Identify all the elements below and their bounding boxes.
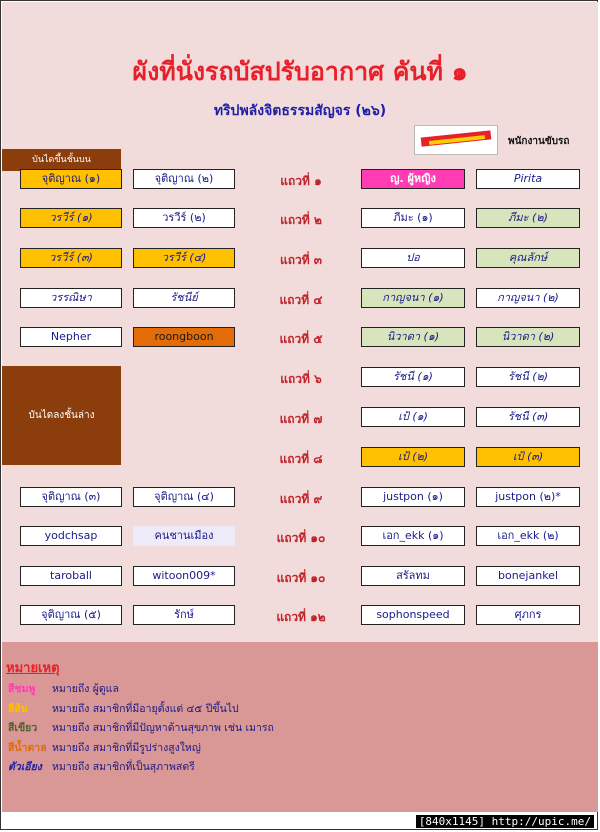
seat[interactable]: คนชานเมือง (133, 526, 235, 546)
upper-stairs: บันไดขึ้นชั้นบน (2, 149, 121, 171)
seat[interactable]: วรวีร์ (๔) (133, 248, 235, 268)
seat[interactable]: เป้ (๑) (361, 407, 465, 427)
legend-key: สีส้ม (8, 703, 28, 715)
seat[interactable]: สรัลทม (361, 566, 465, 586)
watermark: [840x1145] http://upic.me/ (416, 815, 594, 828)
row-label: แถวที่ ๓ (279, 253, 323, 267)
seat[interactable]: จุติญาณ (๒) (133, 169, 235, 189)
seat[interactable]: Nepher (20, 327, 122, 347)
legend-item (8, 680, 119, 697)
lower-stairs-label: บันไดลงชั้นล่าง (28, 410, 95, 421)
seat[interactable]: คุณลักษ์ (476, 248, 580, 268)
seat[interactable]: วรวีร์ (๑) (20, 208, 122, 228)
legend-desc: หมายถึง สมาชิกที่มีปัญหาด้านสุขภาพ เช่น เมารถ (52, 722, 274, 734)
seat[interactable]: justpon (๑) (361, 487, 465, 507)
seat[interactable]: จุติญาณ (๓) (20, 487, 122, 507)
seat[interactable]: วรวีร์ (๓) (20, 248, 122, 268)
legend-item (8, 739, 201, 756)
row-label: แถวที่ ๒ (280, 213, 322, 227)
seat[interactable]: witoon009* (133, 566, 235, 586)
page-title: ผังที่นั่งรถบัสปรับอากาศ คันที่ ๑ (132, 57, 468, 86)
seat[interactable]: เอก_ekk (๒) (476, 526, 580, 546)
seat[interactable]: เป้ (๒) (361, 447, 465, 467)
seat[interactable]: justpon (๒)* (476, 487, 580, 507)
legend-desc: หมายถึง สมาชิกที่มีรูปร่างสูงใหญ่ (52, 742, 201, 754)
row-label: แถวที่ ๕ (279, 332, 323, 346)
row-label: แถวที่ ๙ (279, 492, 323, 506)
tour-logo (414, 125, 498, 155)
seat[interactable]: กาญจนา (๒) (476, 288, 580, 308)
row-label: แถวที่ ๑๒ (276, 610, 326, 624)
seat[interactable]: จุติญาณ (๑) (20, 169, 122, 189)
legend-desc: หมายถึง สมาชิกที่เป็นสุภาพสตรี (52, 761, 195, 773)
seat[interactable]: ภีมะ (๑) (361, 208, 465, 228)
seat[interactable]: วรวีร์ (๒) (133, 208, 235, 228)
legend-desc: หมายถึง สมาชิกที่มีอายุตั้งแต่ ๔๕ ปีขึ้นไป (52, 703, 239, 715)
legend-item (8, 758, 195, 775)
legend-item (8, 719, 274, 736)
legend-key: ตัวเอียง (8, 761, 42, 773)
seat[interactable]: จุติญาณ (๕) (20, 605, 122, 625)
seat[interactable]: รัชนี (๑) (361, 367, 465, 387)
seat[interactable]: จุติญาณ (๔) (133, 487, 235, 507)
row-label: แถวที่ ๑ (280, 174, 322, 188)
seat[interactable]: เป้ (๓) (476, 447, 580, 467)
seat[interactable]: กาญจนา (๑) (361, 288, 465, 308)
seat[interactable]: ศุภกร (476, 605, 580, 625)
row-label: แถวที่ ๖ (280, 372, 322, 386)
seat[interactable]: yodchsap (20, 526, 122, 546)
seat[interactable]: นิวาดา (๒) (476, 327, 580, 347)
seat[interactable]: เอก_ekk (๑) (361, 526, 465, 546)
legend-key: สีน้ำตาล (8, 742, 47, 754)
legend-title: หมายเหตุ (6, 661, 60, 676)
seat[interactable]: นิวาดา (๑) (361, 327, 465, 347)
seat[interactable]: รักษ์ (133, 605, 235, 625)
seat[interactable]: รัชนี (๒) (476, 367, 580, 387)
seat[interactable]: รัชนีย์ (133, 288, 235, 308)
legend-item (8, 700, 239, 717)
legend-key: สีเขียว (8, 722, 38, 734)
seat[interactable]: ญ. ผู้หญิง (361, 169, 465, 189)
seat[interactable]: ภีมะ (๒) (476, 208, 580, 228)
page-subtitle: ทริปพลังจิตธรรมสัญจร (๒๖) (213, 103, 387, 119)
row-label: แถวที่ ๑๐ (276, 531, 326, 545)
lower-stairs (2, 366, 121, 465)
driver-label: พนักงานขับรถ (508, 136, 570, 147)
seat[interactable]: roongboon (133, 327, 235, 347)
seat[interactable]: sophonspeed (361, 605, 465, 625)
seat[interactable]: ปอ (361, 248, 465, 268)
row-label: แถวที่ ๘ (279, 452, 323, 466)
legend-key: สีชมพู (8, 683, 36, 695)
seat[interactable]: taroball (20, 566, 122, 586)
seat[interactable]: รัชนี (๓) (476, 407, 580, 427)
seat[interactable]: Pirita (476, 169, 580, 189)
row-label: แถวที่ ๔ (279, 293, 323, 307)
seat[interactable]: วรรณิษา (20, 288, 122, 308)
legend-desc: หมายถึง ผู้ดูแล (52, 683, 119, 695)
row-label: แถวที่ ๗ (279, 412, 323, 426)
row-label: แถวที่ ๑๐ (276, 571, 326, 585)
seat[interactable]: bonejankel (476, 566, 580, 586)
